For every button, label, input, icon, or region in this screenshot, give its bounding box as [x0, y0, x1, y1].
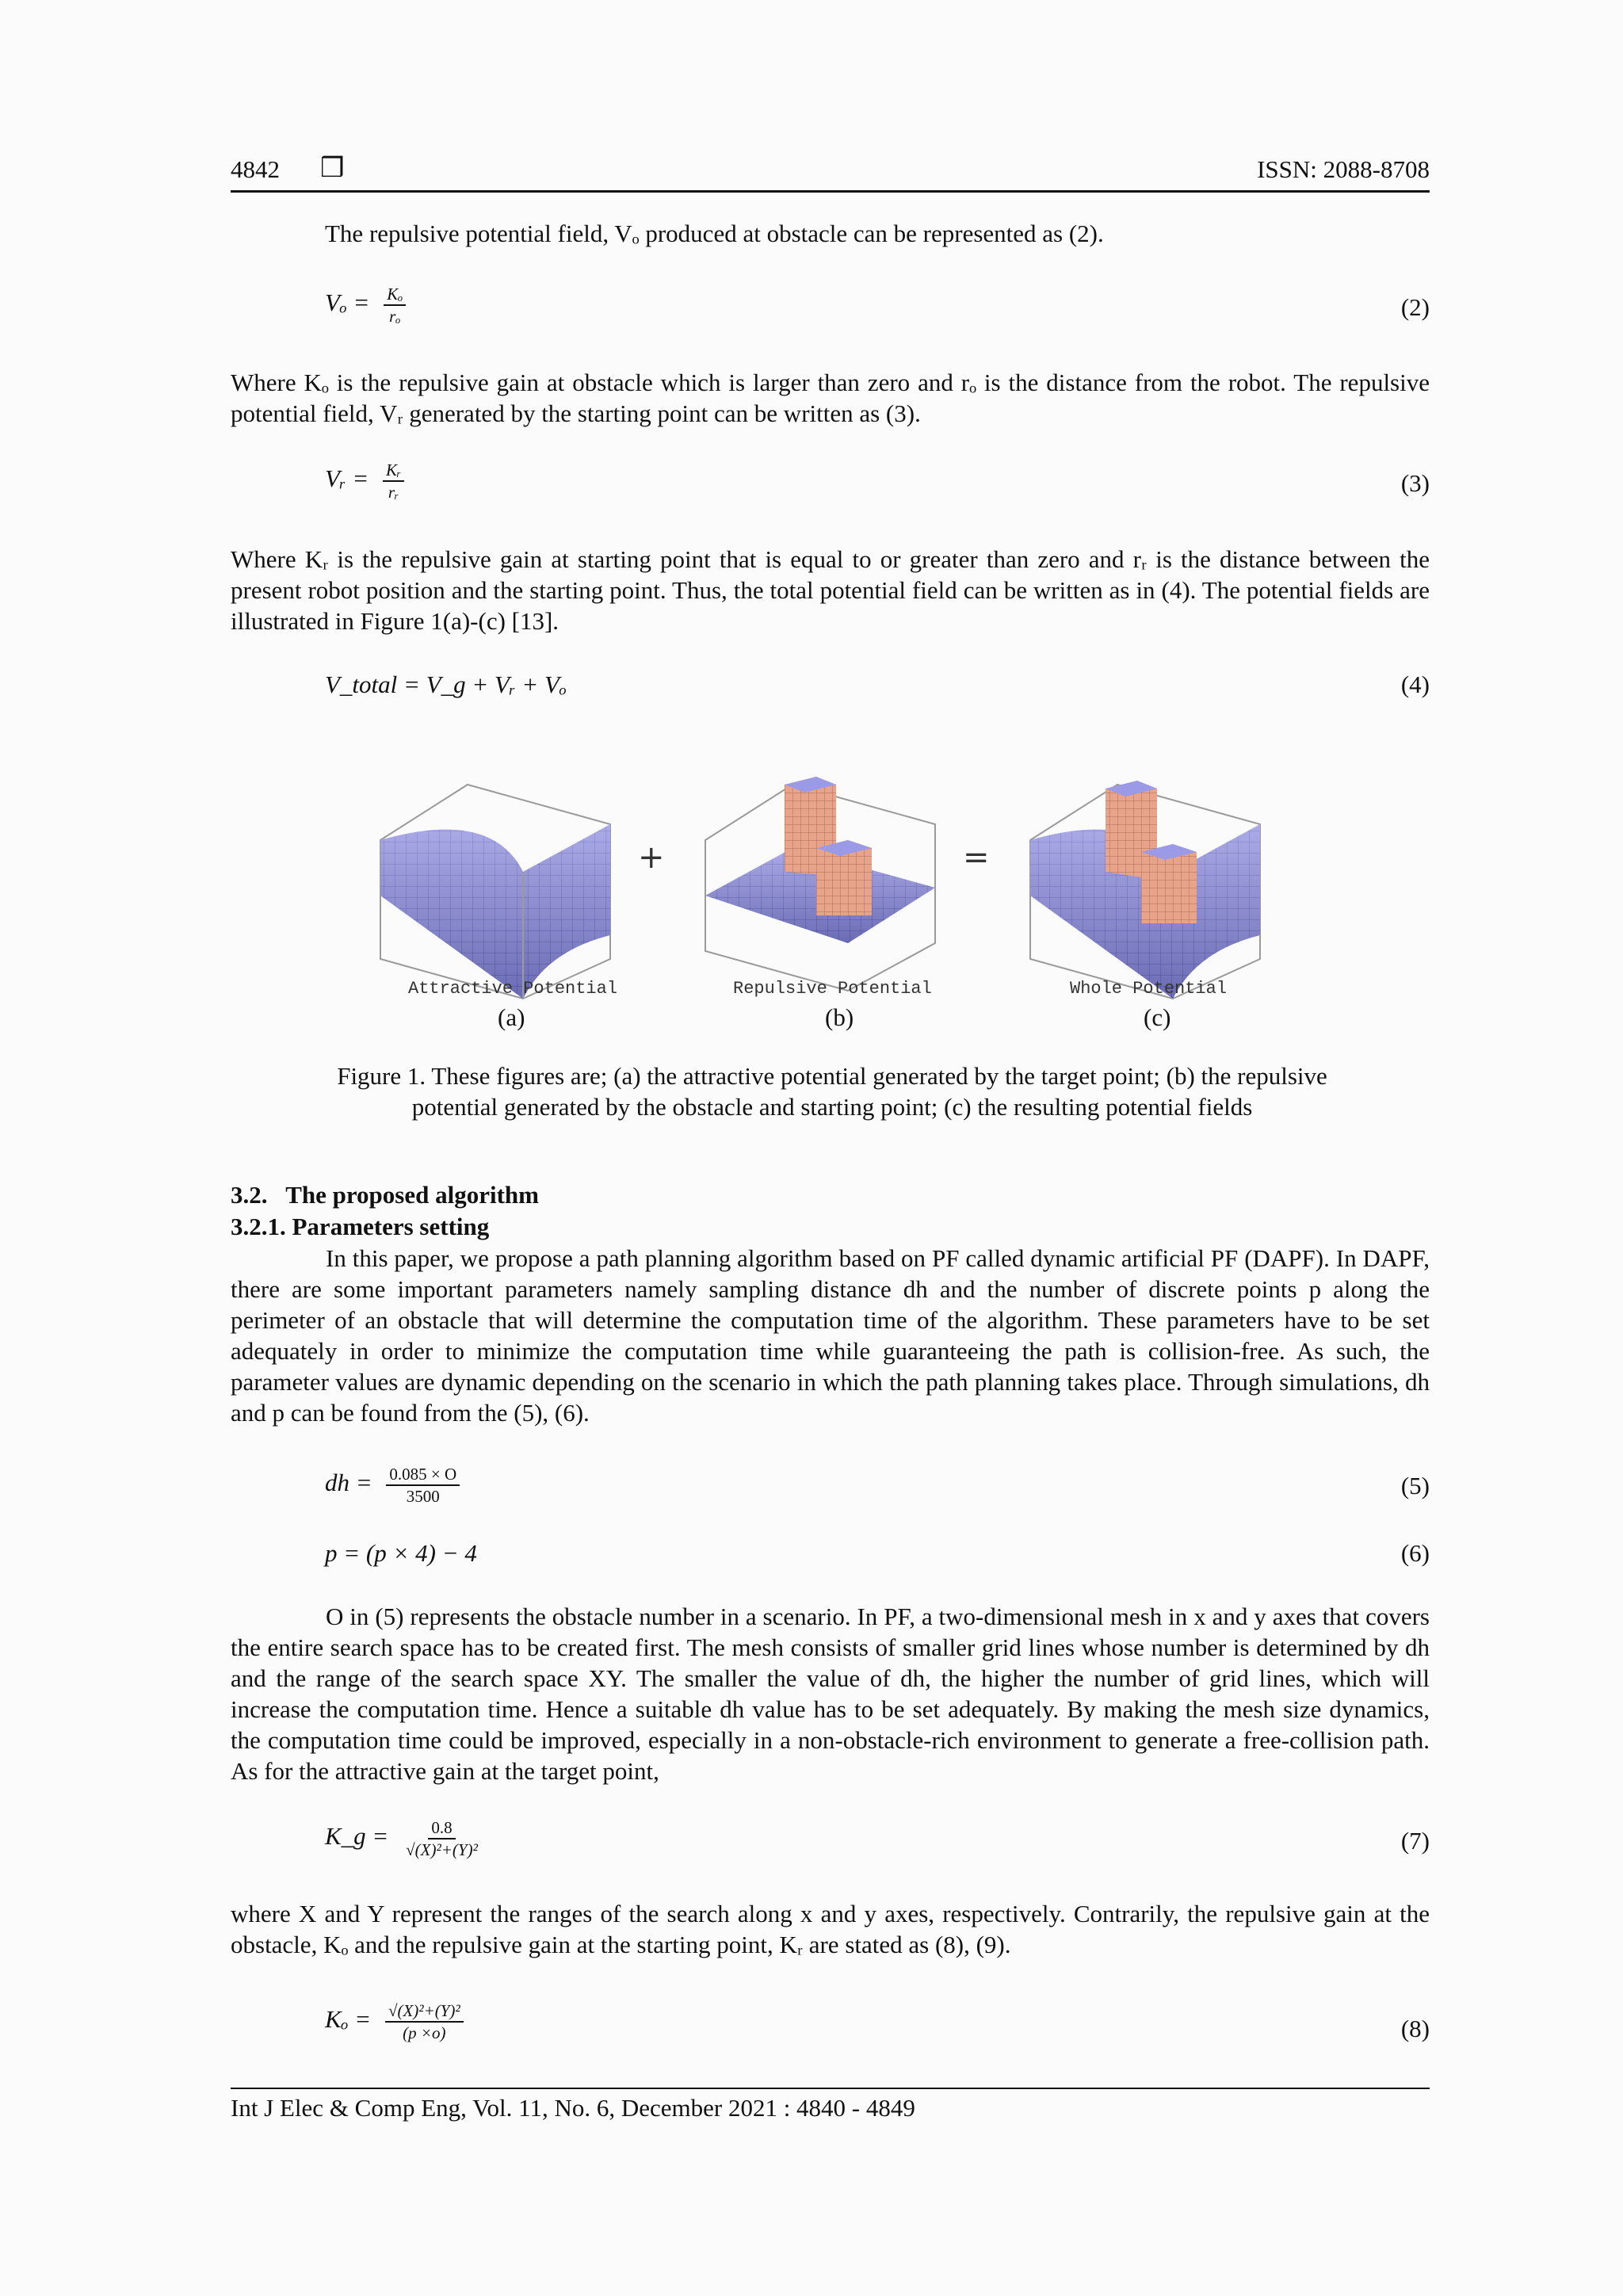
- eq5-denominator: 3500: [406, 1487, 440, 1506]
- panel-whole: [1030, 781, 1260, 999]
- eq8-lhs: Kₒ =: [325, 2005, 372, 2034]
- eq3-lhs: Vᵣ =: [325, 464, 369, 493]
- equation-7: [325, 1817, 481, 1860]
- footer-citation: Int J Elec & Comp Eng, Vol. 11, No. 6, December 2021 : 4840 - 4849: [231, 2094, 915, 2122]
- caption-line-1: Figure 1. These figures are; (a) the attractive potential generated by the target point; (b) the repulsive: [337, 1062, 1327, 1090]
- eq7-number: (7): [1400, 1827, 1430, 1855]
- equals-sign: =: [963, 839, 990, 876]
- eq7-denominator: √(X)²+(Y)²: [406, 1840, 478, 1859]
- equation-3: [325, 460, 404, 502]
- sublabel-a: (a): [498, 1003, 525, 1031]
- intro-line: The repulsive potential field, Vₒ produced at obstacle can be represented as (2).: [325, 220, 1104, 247]
- box-icon: ❒: [320, 154, 345, 183]
- equation-6: p = (p × 4) − 4: [325, 1539, 477, 1567]
- eq8-denominator: (p ×o): [403, 2023, 446, 2042]
- eq3-numerator: Kᵣ: [383, 460, 404, 482]
- equation-2: [325, 284, 406, 327]
- eq7-numerator: 0.8: [428, 1817, 455, 1839]
- subsection-title: 3.2.1. Parameters setting: [231, 1213, 490, 1240]
- paragraph-parameters: In this paper, we propose a path planning algorithm based on PF called dynamic artificial PF (DAPF). In DAPF, there are some important parameters namely sampling distance dh and the number of discrete points p along the perimeter of an obstacle that will determine the computation time of the algorithm. These parameters have to be set adequately in order to minimize the computation time while guaranteeing the path is collision-free. As such, the parameter values are dynamic depending on the scenario in which the path planning takes place. Through simulations, dh and p can be found from the (5), (6).: [231, 1244, 1430, 1427]
- panel-repulsive: [705, 777, 935, 991]
- eq8-numerator: √(X)²+(Y)²: [385, 2000, 464, 2023]
- section-title: 3.2. The proposed algorithm: [231, 1181, 539, 1209]
- equation-4: V_total = V_g + Vᵣ + Vₒ: [325, 670, 567, 698]
- eq2-number: (2): [1400, 293, 1430, 321]
- eq7-lhs: K_g =: [325, 1822, 389, 1851]
- sublabel-c: (c): [1144, 1003, 1171, 1031]
- plus-sign: +: [638, 839, 665, 876]
- eq5-lhs: dh =: [325, 1469, 372, 1497]
- paragraph-mesh: O in (5) represents the obstacle number in a scenario. In PF, a two-dimensional mesh in x and y axes that covers the entire search space has to be created first. The mesh consists of smaller grid lines whose number is determined by dh and the range of the search space XY. The smaller the value of dh, the higher the number of grid lines, which will increase the computation time. Hence a suitable dh value has to be set adequately. By making the mesh size dynamics, the computation time could be improved, especially in a non-obstacle-rich environment to generate a free-collision path. As for the attractive gain at the target point,: [231, 1603, 1430, 1785]
- paragraph-after-eq3: Where Kᵣ is the repulsive gain at starting point that is equal to or greater than zero and rᵣ is the distance between the present robot position and the starting point. Thus, the total potential field can be written as in (4). The potential fields are illustrated in Figure 1(a)-(c) [13].: [231, 545, 1430, 635]
- sublabel-b: (b): [825, 1003, 854, 1031]
- eq2-numerator: Kₒ: [384, 284, 406, 306]
- paragraph-after-eq2: Where Kₒ is the repulsive gain at obstacle which is larger than zero and rₒ is the distance from the robot. The repulsive potential field, Vᵣ generated by the starting point can be written as (3).: [231, 369, 1430, 427]
- eq8-number: (8): [1400, 2015, 1430, 2042]
- panel-label-whole: Whole Potential: [1070, 979, 1228, 999]
- equation-8: [325, 2000, 464, 2043]
- figure-1: [372, 753, 1308, 1014]
- panel-attractive: [380, 785, 610, 999]
- eq5-numerator: 0.085 × O: [386, 1464, 460, 1486]
- footer-rule: [231, 2088, 1430, 2089]
- panel-label-attractive: Attractive Potential: [408, 979, 618, 999]
- eq2-lhs: Vₒ =: [325, 288, 370, 317]
- page-number: 4842: [231, 155, 280, 183]
- panel-label-repulsive: Repulsive Potential: [733, 979, 932, 999]
- eq3-denominator: rᵣ: [388, 483, 399, 502]
- eq3-number: (3): [1400, 469, 1430, 497]
- header-rule: [231, 190, 1430, 193]
- eq5-number: (5): [1400, 1472, 1430, 1499]
- paragraph-gains: where X and Y represent the ranges of the search along x and y axes, respectively. Contrarily, the repulsive gain at the obstacle, Kₒ and the repulsive gain at the starting point, Kᵣ are stated as (8), (9).: [231, 1900, 1430, 1958]
- caption-line-2: potential generated by the obstacle and starting point; (c) the resulting potential fields: [411, 1093, 1253, 1121]
- eq6-number: (6): [1400, 1539, 1430, 1567]
- equation-5: [325, 1464, 460, 1507]
- eq4-number: (4): [1400, 670, 1430, 698]
- issn: ISSN: 2088-8708: [1257, 155, 1430, 183]
- figure-caption: [238, 1060, 1426, 1122]
- eq2-denominator: rₒ: [389, 307, 401, 326]
